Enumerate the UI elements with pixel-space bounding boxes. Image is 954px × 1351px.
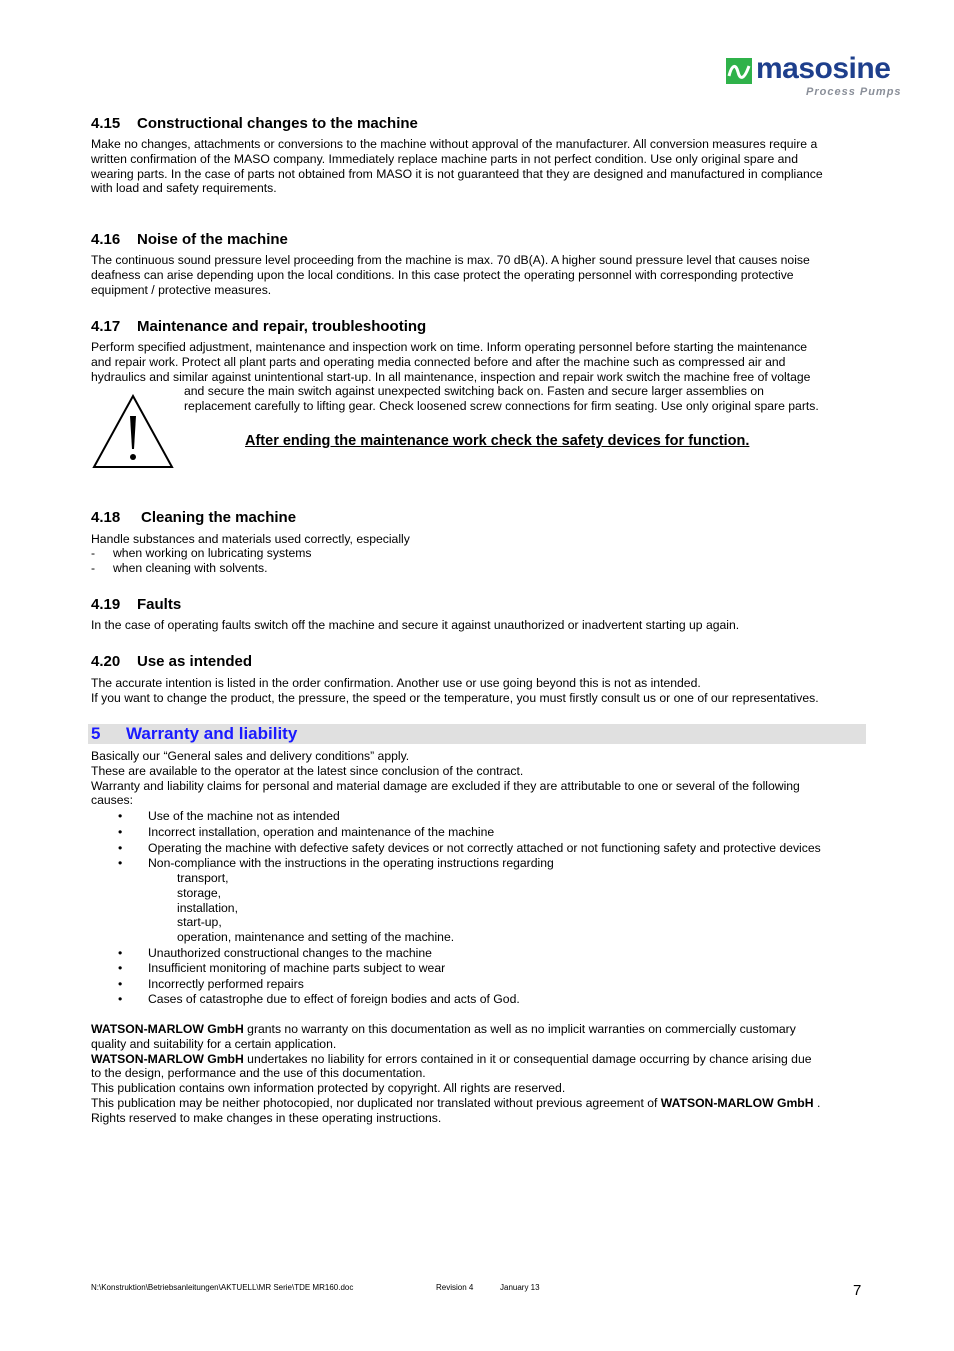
list-item: • Non-compliance with the instructions in the operating instructions regarding [118,856,554,870]
heading-4-16: 4.16 Noise of the machine [91,231,288,248]
heading-4-20: 4.20 Use as intended [91,653,253,670]
footer-date: January 13 [500,1283,540,1292]
paragraph-4-20: The accurate intention is listed in the order confirmation. Another use or use going beyond this is not as intended. If you want to change the product, the pressure, the speed or the temperature, you must firstly consult us or one of our representatives. [91,676,819,705]
list-item: • Unauthorized constructional changes to the machine [118,946,432,960]
list-item: • Operating the machine with defective safety devices or not correctly attached or not functioning safety and protective devices [118,841,821,855]
warning-triangle-icon [92,394,174,470]
logo-tagline: Process Pumps [806,86,902,98]
page-number: 7 [853,1282,862,1299]
paragraph-disclaimer: WATSON-MARLOW GmbH grants no warranty on this documentation as well as no implicit warranties on commercially customary quality and suitability for a certain application. WATSON-MARLOW GmbH undertakes no liability for errors contained in it or consequential damage occurring by chance arising due to the design, performance and the use of this documentation. This publication contains own information protected by copyright. All rights are reserved. This publication may be neither photocopied, nor duplicated nor translated without previous agreement of WATSON-MARLOW GmbH . Rights reserved to make changes in these operating instructions. [91,1022,821,1125]
masosine-logo [726,52,908,102]
paragraph-4-15: Make no changes, attachments or conversions to the machine without approval of the manufacturer. All conversion measures require a written confirmation of the MASO company. Immediately replace machine parts in not perfect condition. Use only original spare and wearing parts. In the case of parts not obtained from MASO it is not guaranteed that they are designed and manufactured in compliance with load and safety requirements. [91,137,823,196]
heading-4-19: 4.19 Faults [91,596,182,613]
paragraph-4-19: In the case of operating faults switch off the machine and secure it against unauthorized or inadvertent starting up again. [91,618,740,632]
paragraph-4-17-indented: and secure the main switch against unexpected switching back on. Fasten and secure larger assemblies on replacement carefully to lifting gear. Check loosened screw connections for firm seating. Use only original spare parts. [184,384,819,413]
list-item: • Incorrect installation, operation and maintenance of the machine [118,825,495,839]
footer-revision: Revision 4 [436,1283,474,1292]
footer-path: N:\Konstruktion\Betriebsanleitungen\AKTUELL\MR Serie\TDE MR160.doc [91,1283,354,1292]
list-item: • Incorrectly performed repairs [118,977,304,991]
heading-4-17: 4.17 Maintenance and repair, troubleshooting [91,318,427,335]
paragraph-4-17: Perform specified adjustment, maintenance and inspection work on time. Inform operating personnel before starting the maintenance and repair work. Protect all plant parts and operating media connected before and after the machine such as compressed air and hydraulics and similar against unintentional start-up. In all maintenance, inspection and repair work switch the machine free of voltage [91,340,811,384]
heading-4-18: 4.18 Cleaning the machine [91,509,297,526]
list-item: - when working on lubricating systems [91,546,312,560]
list-item: • Cases of catastrophe due to effect of foreign bodies and acts of God. [118,992,520,1006]
sub-list: transport, storage, installation, start-up, operation, maintenance and setting of the machine. [177,871,455,945]
masosine-logo-mark-icon [726,58,752,84]
paragraph-4-18: Handle substances and materials used correctly, especially [91,532,410,546]
heading-5: 5 Warranty and liability [91,724,298,743]
heading-4-15: 4.15 Constructional changes to the machine [91,115,418,132]
list-item: - when cleaning with solvents. [91,561,268,575]
maintenance-warning: After ending the maintenance work check the safety devices for function. [245,433,750,449]
logo-wordmark: masosine [756,52,891,85]
paragraph-5-intro: Basically our “General sales and delivery conditions” apply. These are available to the operator at the latest since conclusion of the contract. Warranty and liability claims for personal and material damage are excluded if they are attributable to one or several of the following causes: [91,749,800,808]
list-item: • Insufficient monitoring of machine parts subject to wear [118,961,446,975]
paragraph-4-16: The continuous sound pressure level proceeding from the machine is max. 70 dB(A). A higher sound pressure level that causes noise deafness can arise depending upon the local conditions. In this case protect the operating personnel with corresponding protective equipment / protective measures. [91,253,810,297]
list-item: • Use of the machine not as intended [118,809,340,823]
